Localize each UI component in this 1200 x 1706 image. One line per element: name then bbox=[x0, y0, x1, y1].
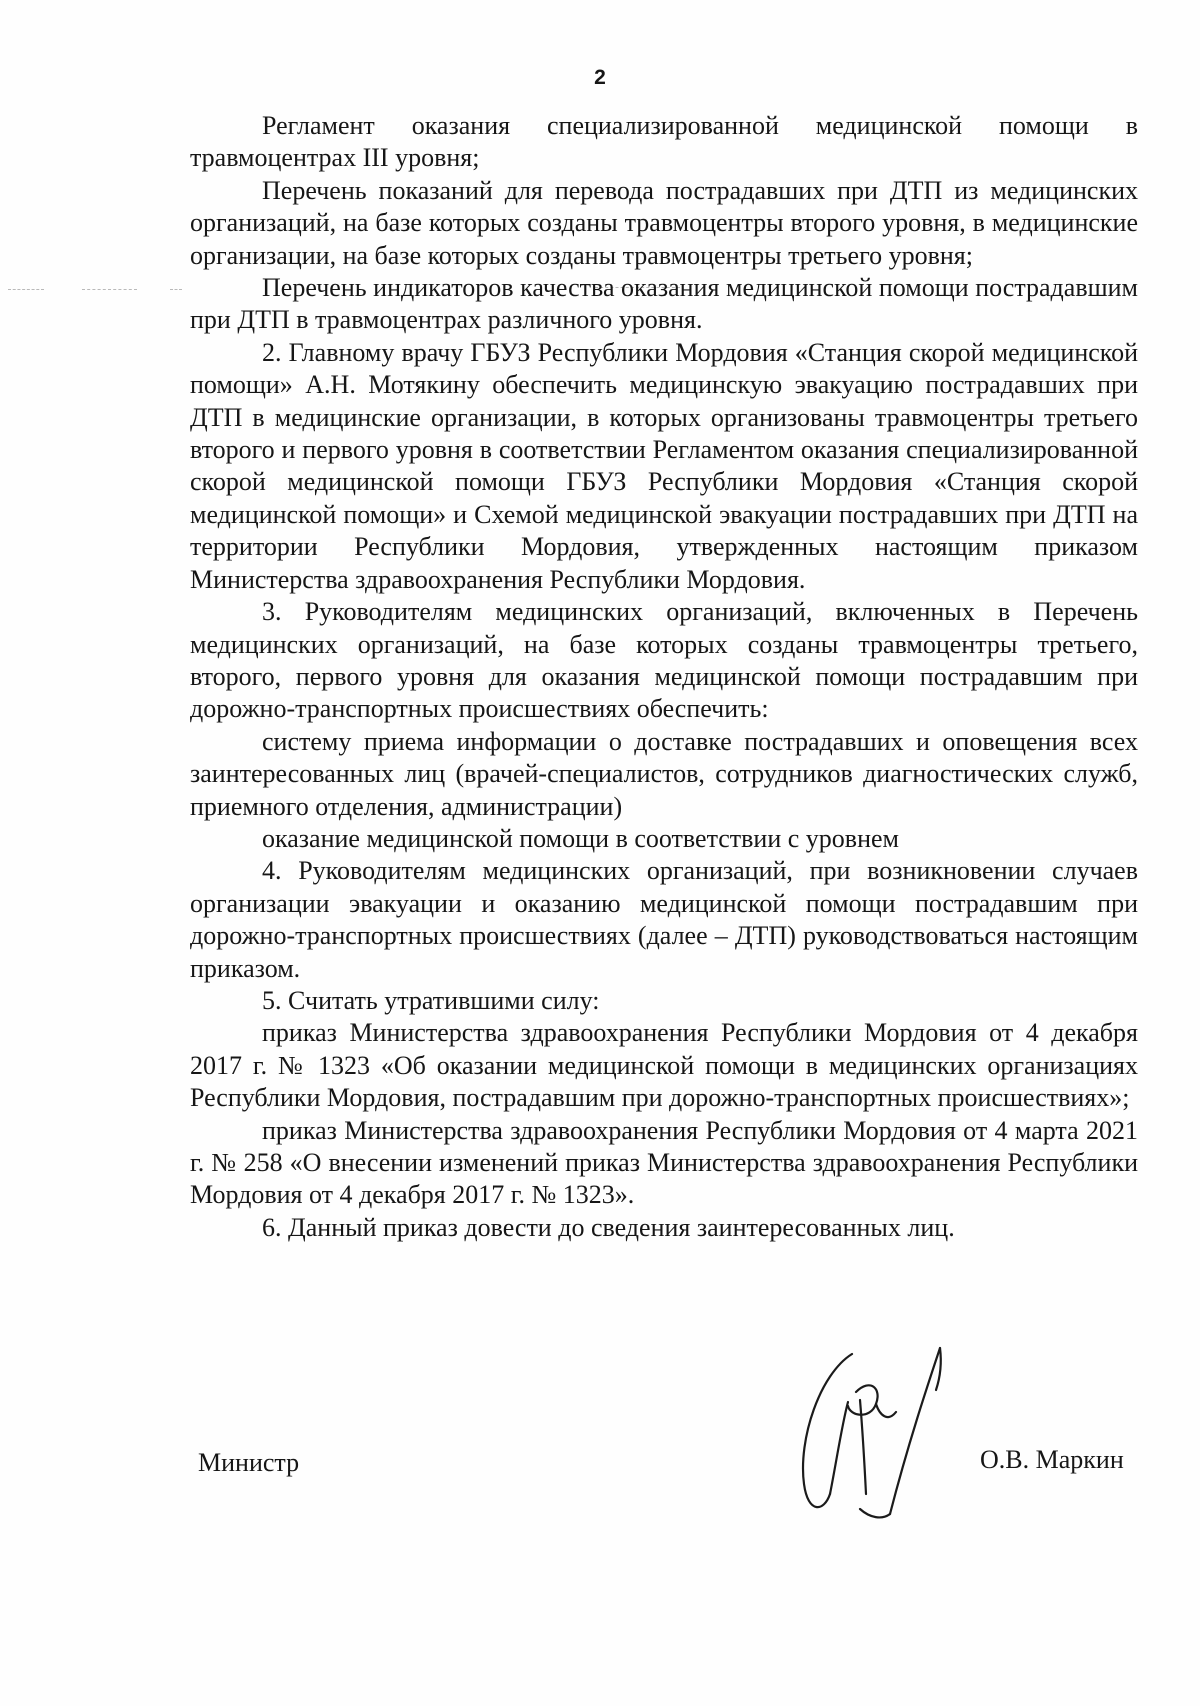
scan-artifact-mark bbox=[82, 289, 137, 290]
paragraph: 6. Данный приказ довести до сведения заинтересованных лиц. bbox=[262, 1212, 955, 1242]
paragraph: оказание медицинской помощи в соответствии с уровнем bbox=[262, 823, 899, 853]
paragraph: систему приема информации о доставке пострадавших и оповещения всех заинтересованных лиц (врачей-специалистов, сотрудников диагностических служб, приемного отделения, администрации) bbox=[190, 726, 1138, 821]
paragraph: Перечень индикаторов качества оказания медицинской помощи пострадавшим при ДТП в травмоцентрах различного уровня. bbox=[190, 273, 1138, 335]
paragraph: приказ Министерства здравоохранения Республики Мордовия от 4 марта 2021 г. № 258 «О внесении изменений приказ Министерства здравоохранения Республики Мордовия от 4 декабря 2017 г. № 1323». bbox=[190, 1115, 1138, 1210]
paragraph: 5. Считать утратившими силу: bbox=[262, 985, 600, 1015]
signatory-title: Министр bbox=[198, 1448, 300, 1477]
paragraph: Регламент оказания специализированной медицинской помощи в травмоцентрах III уровня; bbox=[190, 111, 1138, 173]
paragraph: 3. Руководителям медицинских организаций, включенных в Перечень медицинских организаций, на базе которых созданы травмоцентры третьего, второго, первого уровня для оказания медицинской помощи пострадавшим при дорожно-транспортных происшествиях обеспечить: bbox=[190, 597, 1138, 724]
signatory-name: О.В. Маркин bbox=[980, 1445, 1124, 1474]
paragraph: приказ Министерства здравоохранения Республики Мордовия от 4 декабря 2017 г. № 1323 «Об оказании медицинской помощи в медицинских организациях Республики Мордовия, пострадавшим при дорожно-транспортных происшествиях»; bbox=[190, 1018, 1138, 1113]
page-number: 2 bbox=[594, 66, 606, 89]
handwritten-signature bbox=[790, 1344, 990, 1524]
scan-artifact-mark bbox=[170, 289, 182, 290]
paragraph: 4. Руководителям медицинских организаций, при возникновении случаев организации эвакуации и оказанию медицинской помощи пострадавшим при дорожно-транспортных происшествиях (далее – ДТП) руководствоваться настоящим приказом. bbox=[190, 856, 1138, 983]
document-body bbox=[190, 110, 1138, 1244]
paragraph: Перечень показаний для перевода пострадавших при ДТП из медицинских организаций, на базе которых созданы травмоцентры второго уровня, в медицинские организации, на базе которых созданы травмоцентры третьего уровня; bbox=[190, 175, 1138, 270]
scan-artifact-mark bbox=[8, 289, 44, 290]
paragraph: 2. Главному врачу ГБУЗ Республики Мордовия «Станция скорой медицинской помощи» А.Н. Мотякину обеспечить медицинскую эвакуацию пострадавших при ДТП в медицинские организации, в которых организованы травмоцентры третьего второго и первого уровня в соответствии Регламентом оказания специализированной скорой медицинской помощи ГБУЗ Республики Мордовия «Станция скорой медицинской помощи» и Схемой медицинской эвакуации пострадавших при ДТП на территории Республики Мордовия, утвержденных настоящим приказом Министерства здравоохранения Республики Мордовия. bbox=[190, 337, 1138, 594]
